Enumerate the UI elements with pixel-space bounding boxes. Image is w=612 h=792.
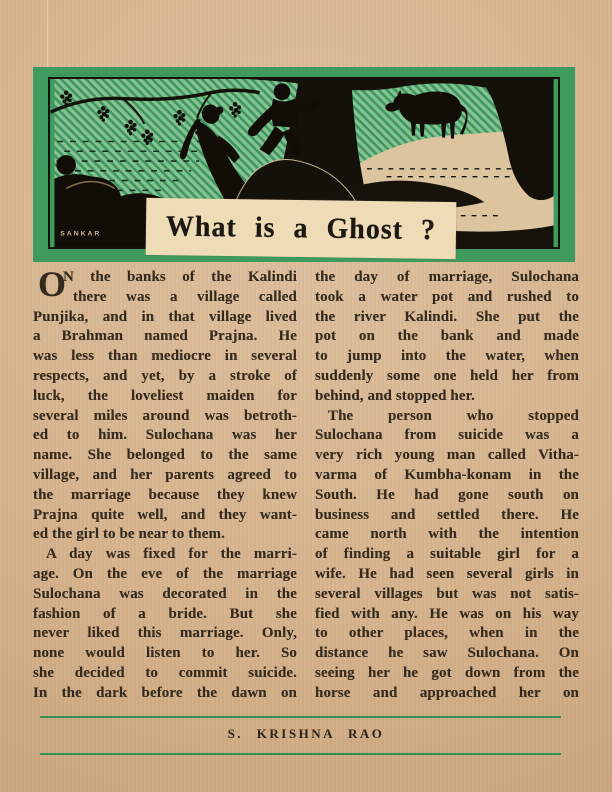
text-column-right [315, 268, 579, 704]
text-line: seeing her he got down from the [315, 664, 579, 681]
footer-rule-top [40, 716, 561, 718]
pot-rock [62, 177, 121, 220]
text-line: horse and approached her on [315, 684, 579, 701]
text-line: The person who stopped [328, 407, 579, 424]
text-line: suddenly some one held her from [315, 367, 579, 384]
text-line: age. On the eve of the marriage [33, 565, 297, 582]
story-title: What is a Ghost ? [165, 209, 437, 246]
text-line: the marriage because they knew [33, 486, 297, 503]
text-line: the river Kalindi. She put the [315, 308, 579, 325]
text-line: the day of marriage, Sulochana [315, 269, 579, 285]
text-line: never liked this marriage. Only, [33, 625, 297, 642]
text-line: to other places, when in the [315, 625, 579, 642]
drop-cap: O [38, 264, 67, 304]
text-line: took a water pot and rushed to [315, 288, 579, 305]
text-line: Prajna quite well, and they want- [33, 506, 297, 523]
text-column-left [33, 264, 297, 704]
text-line: came north with the intention [315, 526, 579, 543]
text-line: luck, the loveliest maiden for [33, 387, 297, 404]
text-line: Sulochana from suicide was a [315, 427, 579, 444]
text-line: ed the girl to be near to them. [33, 526, 225, 543]
text-line: of finding a suitable girl for a [315, 546, 579, 563]
text-line: distance he saw Sulochana. On [315, 645, 579, 662]
text-line: Sulochana was decorated in the [33, 585, 297, 602]
text-line: fied with any. He was on his way [315, 605, 579, 622]
footer-rule-bottom [40, 753, 561, 755]
text-line: behind, and stopped her. [315, 387, 475, 404]
text-line: name. She belonged to the same [33, 447, 297, 464]
text-line: was less than mediocre in several [33, 348, 297, 365]
text-line: A day was fixed for the marri- [46, 546, 297, 563]
text-line: none would listen to her. So [33, 645, 297, 662]
paper-crease [47, 0, 48, 67]
text-line: to jump into the water, when [315, 348, 579, 365]
footer-author: S. KRISHNA RAO [227, 726, 385, 741]
text-line: village, and her parents agreed to [33, 466, 297, 483]
text-line: several villages but was not satis- [315, 585, 579, 602]
text-line: there was a village called [73, 288, 297, 305]
text-line: very rich young man called Vitha- [315, 447, 579, 464]
artist-signature: SANKAR [60, 230, 102, 238]
story-text [33, 264, 579, 704]
text-line: wife. He had seen several girls in [315, 565, 579, 582]
tan-streak-right [514, 201, 554, 224]
story-title-banner [146, 198, 457, 259]
text-line: fashion of a bride. But she [33, 605, 297, 622]
text-line: pot on the bank and made [315, 328, 579, 345]
text-line: Punjika, and in that village lived [33, 308, 297, 325]
text-line: South. He had gone south on [315, 486, 579, 503]
text-line: respects, and yet, by a stroke of [33, 367, 297, 384]
text-line: she decided to commit suicide. [33, 664, 297, 681]
text-line: In the dark before the dawn on [33, 684, 297, 701]
small-rock [56, 155, 76, 175]
text-line: N the banks of the Kalindi [63, 269, 297, 285]
text-line: varma of Kumbha-konam in the [315, 466, 579, 483]
text-line: a Brahman named Prajna. He [33, 328, 297, 345]
text-line: business and settled there. He [315, 506, 579, 523]
text-line: ed to him. Sulochana was her [33, 427, 297, 444]
text-line: several miles around was betroth- [33, 407, 297, 424]
